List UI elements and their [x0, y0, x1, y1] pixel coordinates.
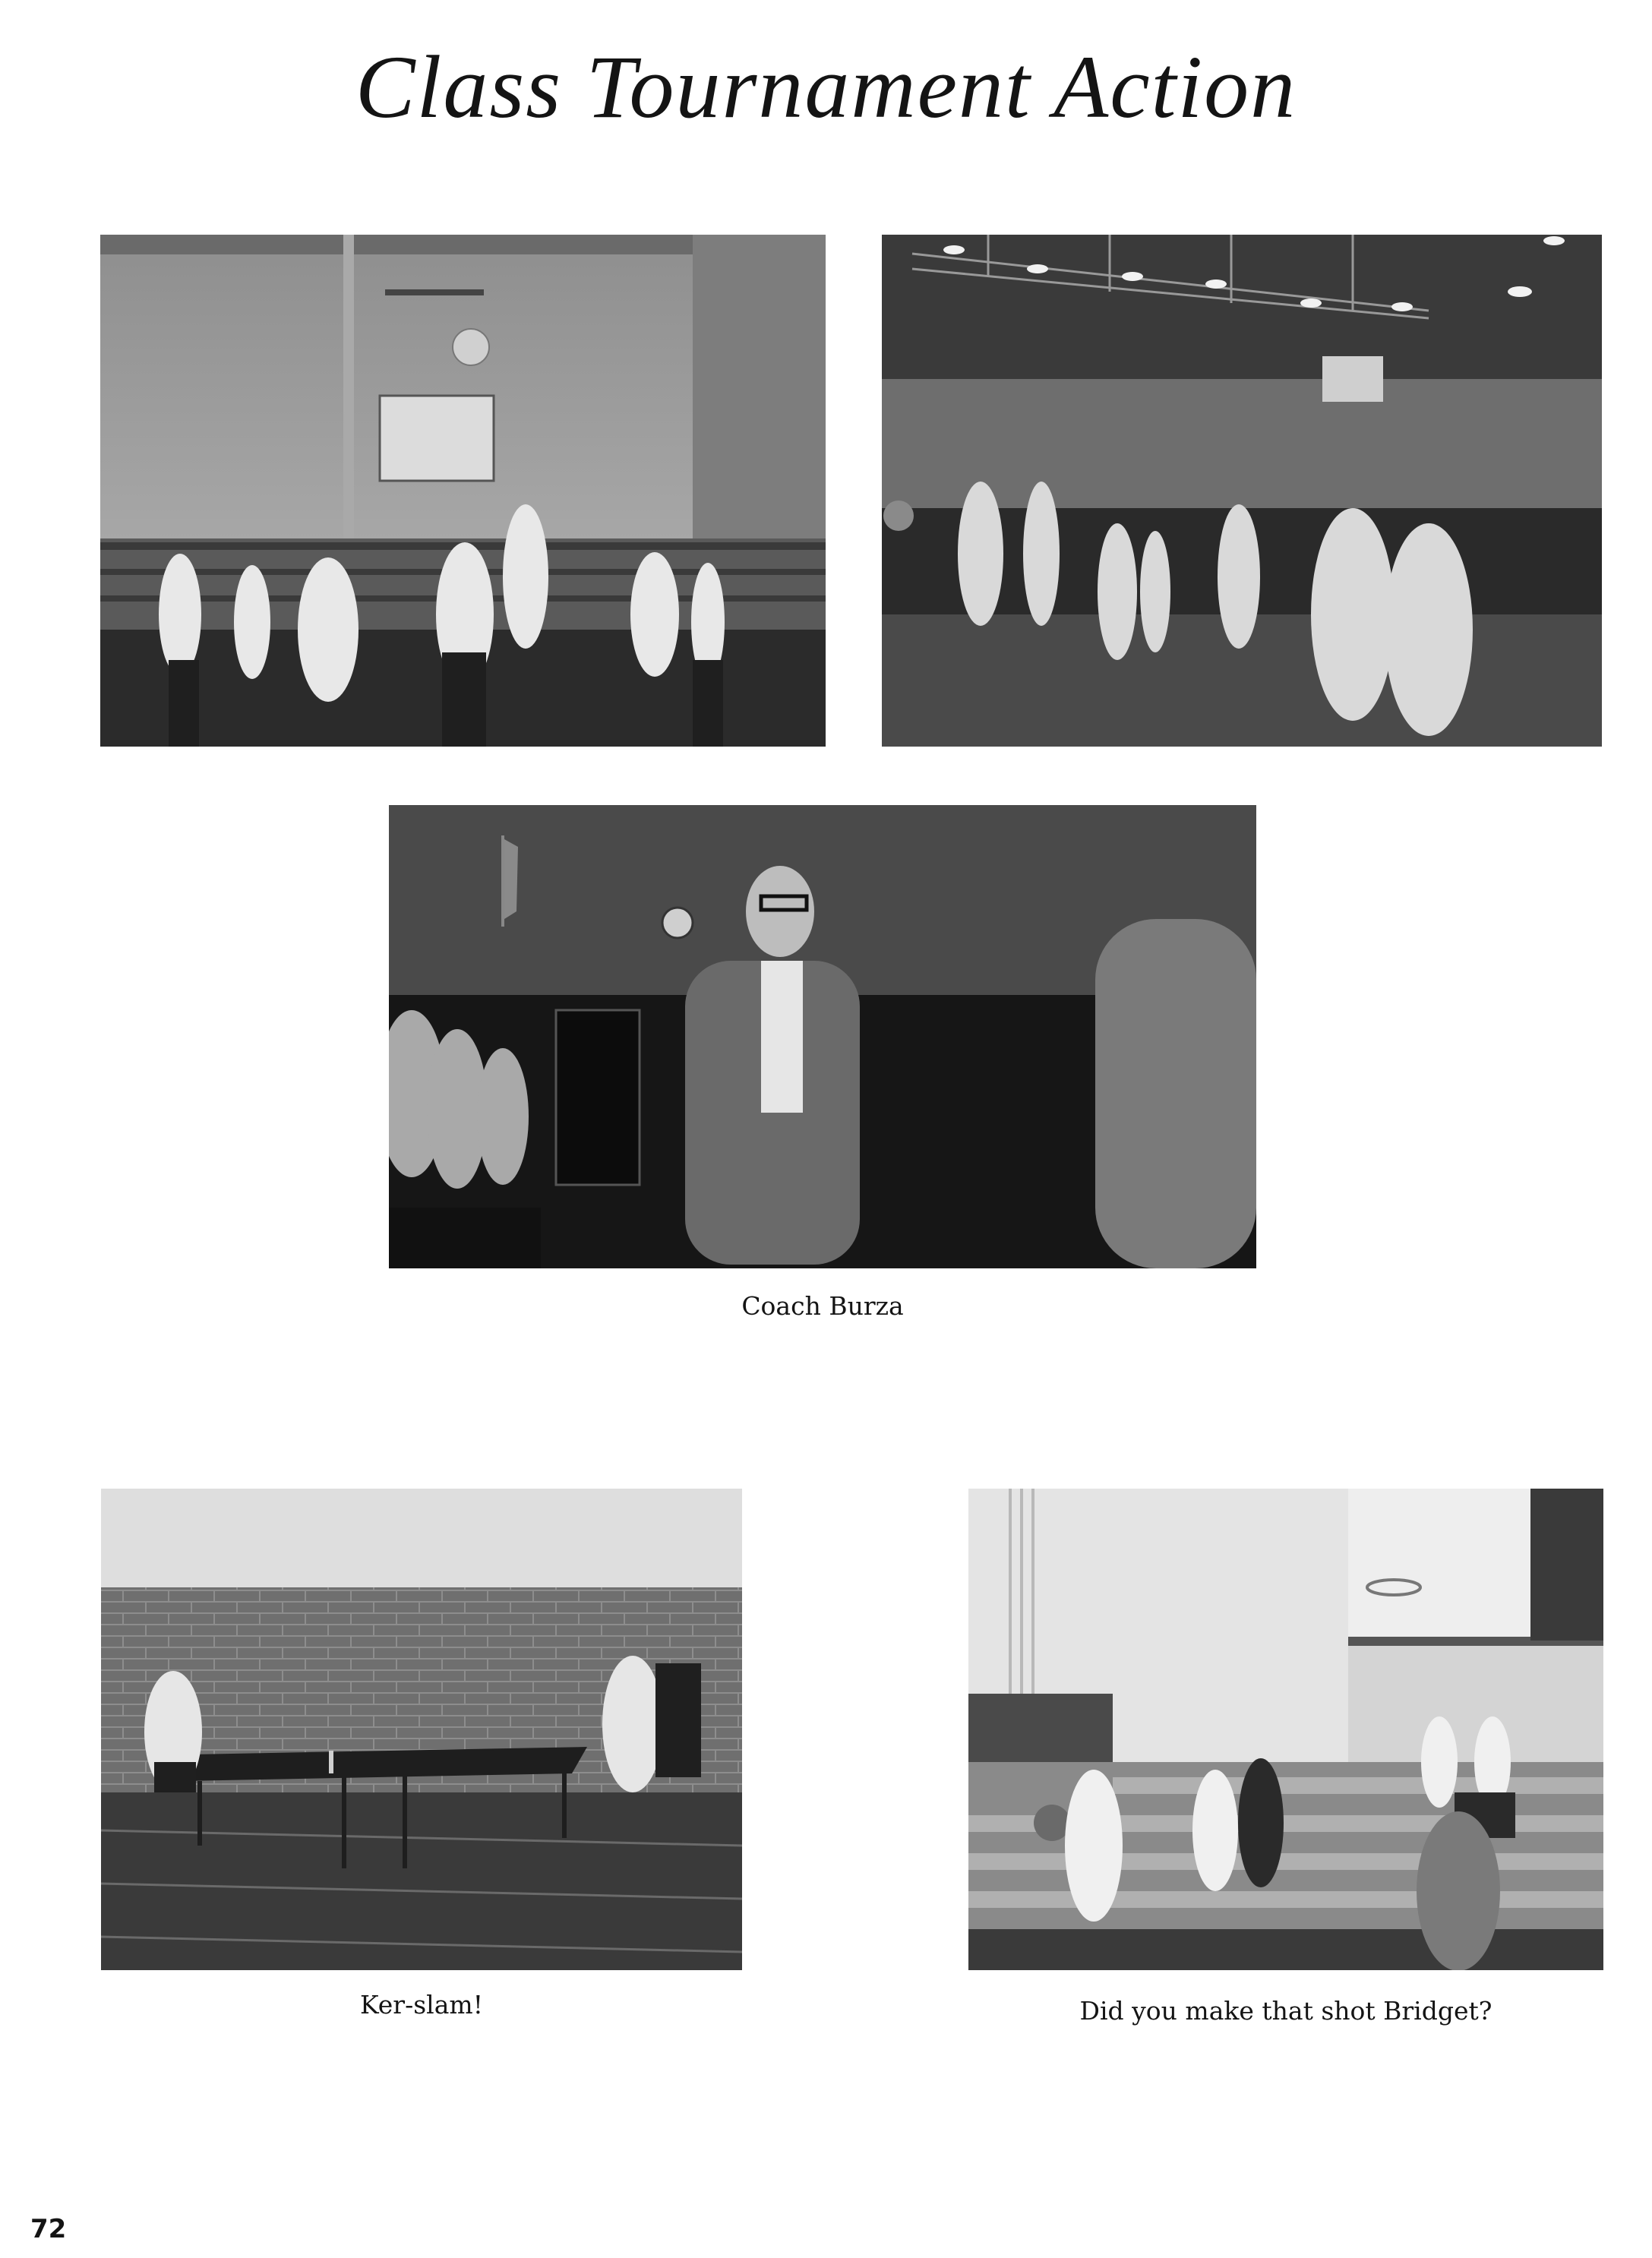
caption-coach-burza: Coach Burza [741, 1291, 904, 1321]
photo-ping-pong [101, 1489, 742, 1970]
caption-bridget-shot: Did you make that shot Bridget? [1079, 1996, 1492, 2026]
page-title: Class Tournament Action [355, 37, 1297, 137]
photo-bridget-shot [968, 1489, 1603, 1970]
photo-coach-burza [389, 805, 1256, 1268]
page-number: 72 [30, 2214, 67, 2244]
caption-ker-slam: Ker-slam! [360, 1990, 483, 2020]
photo-jump-shot [882, 235, 1602, 747]
photo-tipoff [100, 235, 826, 747]
